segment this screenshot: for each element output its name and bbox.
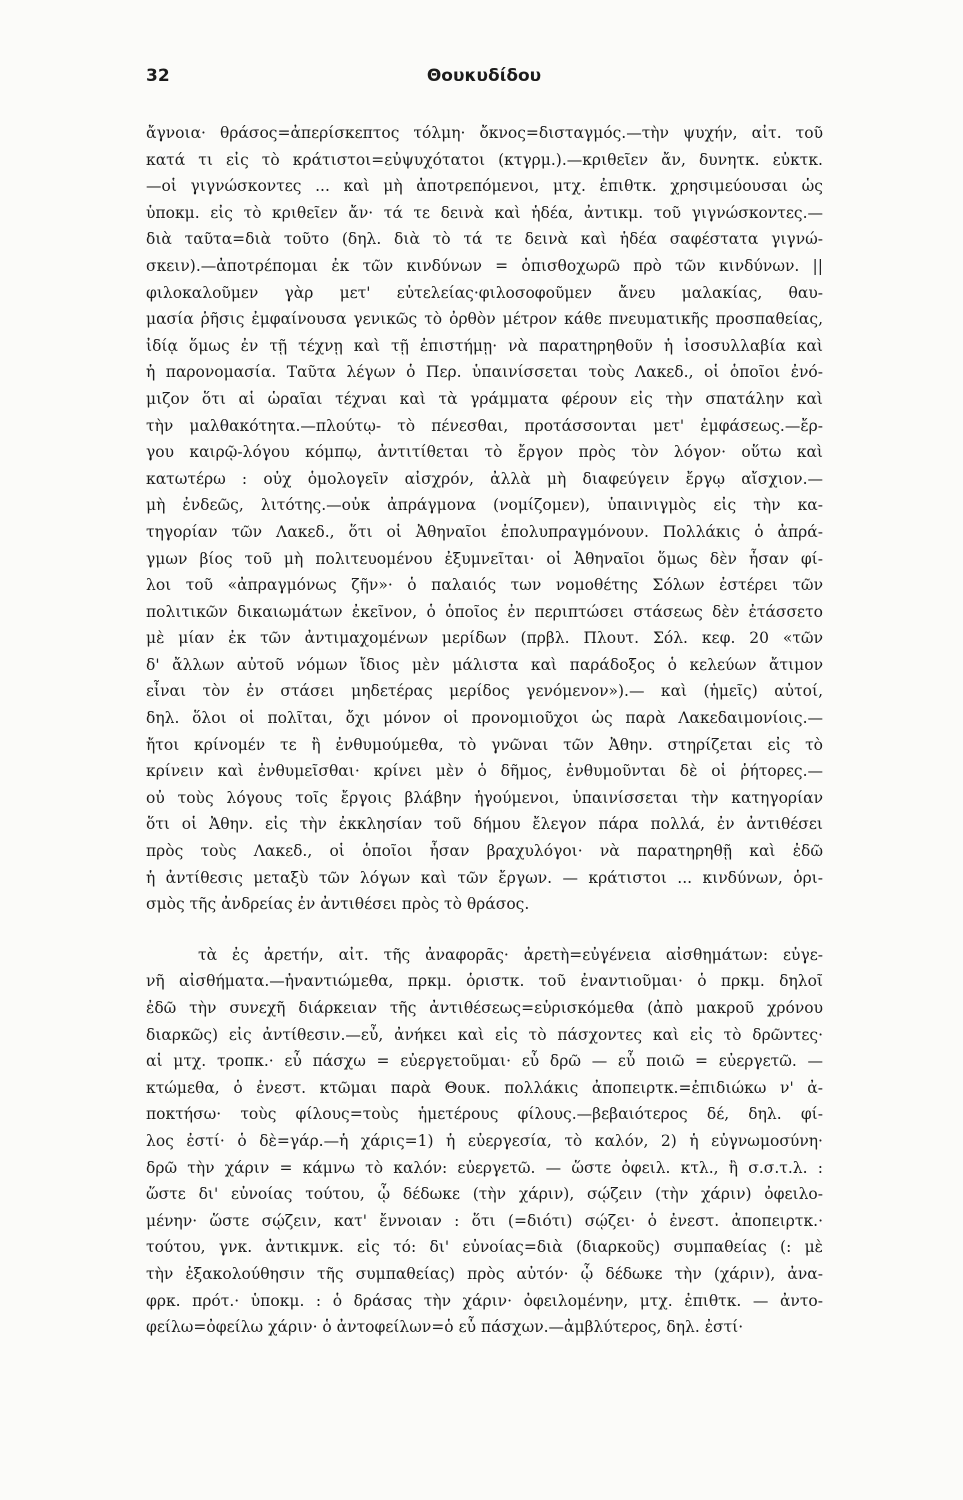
text-line: δ' ἄλλων αὐτοῦ νόμων ἴδιος μὲν μάλιστα καὶ παράδοξος ὁ κελεύων ἄτιμον bbox=[146, 655, 823, 674]
commentary-text bbox=[146, 120, 823, 1341]
text-line: φρκ. πρότ.· ὑποκμ. : ὁ δράσας τὴν χάριν· ὀφειλομένην, μτχ. ἐπιθτκ. — ἀντο- bbox=[146, 1291, 823, 1310]
text-line: γου καιρῷ-λόγου κόμπῳ, ἀντιτίθεται τὸ ἔργον πρὸς τὸν λόγον· οὕτω καὶ bbox=[146, 443, 823, 462]
text-line: ὑποκμ. εἰς τὸ κριθεῖεν ἄν· τά τε δεινὰ καὶ ἡδέα, ἀντικμ. τοῦ γιγνώσκοντες.— bbox=[146, 203, 823, 222]
text-line: διὰ ταῦτα=διὰ τοῦτο (δηλ. διὰ τὸ τά τε δεινὰ καὶ ἡδέα σαφέστατα γιγνώ- bbox=[146, 230, 823, 249]
text-line: ὅτι οἱ Ἀθην. εἰς τὴν ἐκκλησίαν τοῦ δήμου ἔλεγον πάρα πολλά, ἐν ἀντιθέσει bbox=[146, 815, 823, 834]
text-line: τούτου, γνκ. ἀντικμνκ. εἰς τό: δι' εὐνοίας=διὰ (διαρκοῦς) συμπαθείας (: μὲ bbox=[146, 1238, 823, 1257]
text-line: δρῶ τὴν χάριν = κάμνω τὸ καλόν: εὐεργετῶ. — ὥστε ὀφειλ. κτλ., ἢ σ.σ.τ.λ. : bbox=[146, 1158, 823, 1177]
page-number: 32 bbox=[146, 66, 170, 86]
text-line: ἄγνοια· θράσος=ἀπερίσκεπτος τόλμη· ὄκνος=δισταγμός.—τὴν ψυχήν, αἰτ. τοῦ bbox=[146, 124, 823, 142]
text-line: ποκτήσω· τοὺς φίλους=τοὺς ἡμετέρους φίλους.—βεβαιότερος δέ, δηλ. φί- bbox=[146, 1105, 823, 1124]
text-line: γμων βίος τοῦ μὴ πολιτευομένου ἐξυμνεῖται· οἱ Ἀθηναῖοι ὅμως δὲν ἦσαν φί- bbox=[146, 549, 823, 568]
text-line: κτώμεθα, ὁ ἐνεστ. κτῶμαι παρὰ Θουκ. πολλάκις ἀποπειρτκ.=ἐπιδιώκω ν' ἀ- bbox=[146, 1078, 823, 1097]
text-line: πρὸς τοὺς Λακεδ., οἱ ὁποῖοι ἦσαν βραχυλόγοι· νὰ παρατηρηθῇ καὶ ἐδῶ bbox=[146, 842, 823, 861]
text-line: μὴ ἐνδεῶς, λιτότης.—οὐκ ἀπράγμονα (νομίζομεν), ὑπαινιγμὸς εἰς τὴν κα- bbox=[146, 496, 823, 515]
text-line: μένην· ὥστε σῴζειν, κατ' ἔννοιαν : ὅτι (=διότι) σῴζει· ὁ ἐνεστ. ἀποπειρτκ.· bbox=[146, 1211, 823, 1230]
text-line: ἰδίᾳ ὅμως ἐν τῇ τέχνῃ καὶ τῇ ἐπιστήμῃ· νὰ παρατηρηθοῦν ἡ ἰσοσυλλαβία καὶ bbox=[146, 336, 823, 355]
commentary-paragraph-1 bbox=[146, 120, 823, 918]
text-line: αἱ μτχ. τροπκ.· εὖ πάσχω = εὐεργετοῦμαι· εὖ δρῶ — εὖ ποιῶ = εὐεργετῶ. — bbox=[146, 1052, 823, 1071]
text-line: κρίνειν καὶ ἐνθυμεῖσθαι· κρίνει μὲν ὁ δῆμος, ἐνθυμοῦνται δὲ οἱ ῥήτορες.— bbox=[146, 762, 823, 781]
text-line: μὲ μίαν ἐκ τῶν ἀντιμαχομένων μερίδων (πρβλ. Πλουτ. Σόλ. κεφ. 20 «τῶν bbox=[146, 629, 823, 648]
text-line: φείλω=ὀφείλω χάριν· ὁ ἀντοφείλων=ὁ εὖ πάσχων.—ἀμβλύτερος, δηλ. ἐστί· bbox=[146, 1318, 744, 1337]
text-line: ἡ ἀντίθεσις μεταξὺ τῶν λόγων καὶ τῶν ἔργων. — κράτιστοι ... κινδύνων, ὁρι- bbox=[146, 868, 823, 887]
text-line: μασία ῥῆσις ἐμφαίνουσα γενικῶς τὸ ὀρθὸν μέτρον κάθε πνευματικῆς προσπαθείας, bbox=[146, 310, 823, 329]
text-line: ὥστε δι' εὐνοίας τούτου, ᾧ δέδωκε (τὴν χάριν), σῴζειν (τὴν χάριν) ὀφειλο- bbox=[146, 1185, 823, 1204]
text-line: εἶναι τὸν ἐν στάσει μηδετέρας μερίδος γενόμενον»).— καὶ (ἡμεῖς) αὐτοί, bbox=[146, 682, 823, 701]
text-line: λοι τοῦ «ἀπραγμόνως ζῆν»· ὁ παλαιός των νομοθέτης Σόλων ἐστέρει τῶν bbox=[146, 576, 823, 595]
text-line: τὴν ἐξακολούθησιν τῆς συμπαθείας) πρὸς αὐτόν· ᾧ δέδωκε τὴν (χάριν), ἀνα- bbox=[146, 1264, 823, 1283]
text-line: λος ἐστί· ὁ δὲ=γάρ.—ἡ χάρις=1) ἡ εὐεργεσία, τὸ καλόν, 2) ἡ εὐγνωμοσύνη· bbox=[146, 1131, 823, 1150]
text-line: τὰ ἐς ἀρετήν, αἰτ. τῆς ἀναφορᾶς· ἀρετὴ=εὐγένεια αἰσθημάτων: εὐγε- bbox=[198, 945, 823, 964]
text-line: φιλοκαλοῦμεν γὰρ μετ' εὐτελείας·φιλοσοφοῦμεν ἄνευ μαλακίας, θαυ- bbox=[146, 283, 823, 302]
text-line: ἡ παρονομασία. Ταῦτα λέγων ὁ Περ. ὑπαινίσσεται τοὺς Λακεδ., οἱ ὁποῖοι ἐνό- bbox=[146, 363, 823, 382]
text-line: πολιτικῶν δικαιωμάτων ἐκεῖνον, ὁ ὁποῖος ἐν περιπτώσει στάσεως δὲν ἐτάσσετο bbox=[146, 602, 823, 621]
commentary-paragraph-2 bbox=[146, 942, 823, 1341]
running-title: Θουκυδίδου bbox=[426, 66, 542, 86]
text-line: —οἱ γιγνώσκοντες ... καὶ μὴ ἀποτρεπόμενοι, μτχ. ἐπιθτκ. χρησιμεύουσαι ὡς bbox=[146, 177, 823, 196]
text-line: κατά τι εἰς τὸ κράτιστοι=εὐψυχότατοι (κτγρμ.).—κριθεῖεν ἄν, δυνητκ. εὐκτκ. bbox=[146, 150, 823, 169]
text-line: ἤτοι κρίνομέν τε ἢ ἐνθυμούμεθα, τὸ γνῶναι τῶν Ἀθην. στηρίζεται εἰς τὸ bbox=[146, 735, 823, 754]
page-header bbox=[146, 66, 822, 96]
text-line: μιζον ὅτι αἱ ὡραῖαι τέχναι καὶ τὰ γράμματα φέρουν εἰς τὴν σπατάλην καὶ bbox=[146, 389, 823, 408]
paragraph-gap bbox=[146, 918, 823, 942]
text-line: σμὸς τῆς ἀνδρείας ἐν ἀντιθέσει πρὸς τὸ θράσος. bbox=[146, 895, 530, 914]
text-line: οὐ τοὺς λόγους τοῖς ἔργοις βλάβην ἡγούμενοι, ὑπαινίσσεται τὴν κατηγορίαν bbox=[146, 788, 823, 807]
text-line: διαρκῶς) εἰς ἀντίθεσιν.—εὖ, ἀνήκει καὶ εἰς τὸ πάσχοντες καὶ εἰς τὸ δρῶντες· bbox=[146, 1025, 823, 1044]
text-line: κατωτέρω : οὐχ ὁμολογεῖν αἰσχρόν, ἀλλὰ μὴ διαφεύγειν ἔργῳ αἴσχιον.— bbox=[146, 469, 823, 488]
text-line: τηγορίαν τῶν Λακεδ., ὅτι οἱ Ἀθηναῖοι ἐπολυπραγμόνουν. Πολλάκις ὁ ἀπρά- bbox=[146, 522, 823, 541]
text-line: σκειν).—ἀποτρέπομαι ἐκ τῶν κινδύνων = ὀπισθοχωρῶ πρὸ τῶν κινδύνων. || bbox=[146, 256, 823, 275]
text-line: τὴν μαλθακότητα.—πλούτῳ- τὸ πένεσθαι, προτάσσονται μετ' ἐμφάσεως.—ἔρ- bbox=[146, 416, 823, 435]
text-line: δηλ. ὅλοι οἱ πολῖται, ὄχι μόνον οἱ προνομιοῦχοι ὡς παρὰ Λακεδαιμονίοις.— bbox=[146, 709, 823, 728]
text-line: ἐδῶ τὴν συνεχῆ διάρκειαν τῆς ἀντιθέσεως=εὑρισκόμεθα (ἀπὸ μακροῦ χρόνου bbox=[146, 999, 823, 1017]
text-line: νῆ αἰσθήματα.—ἠναντιώμεθα, πρκμ. ὁριστκ. τοῦ ἐναντιοῦμαι· ὁ πρκμ. δηλοῖ bbox=[146, 972, 823, 991]
